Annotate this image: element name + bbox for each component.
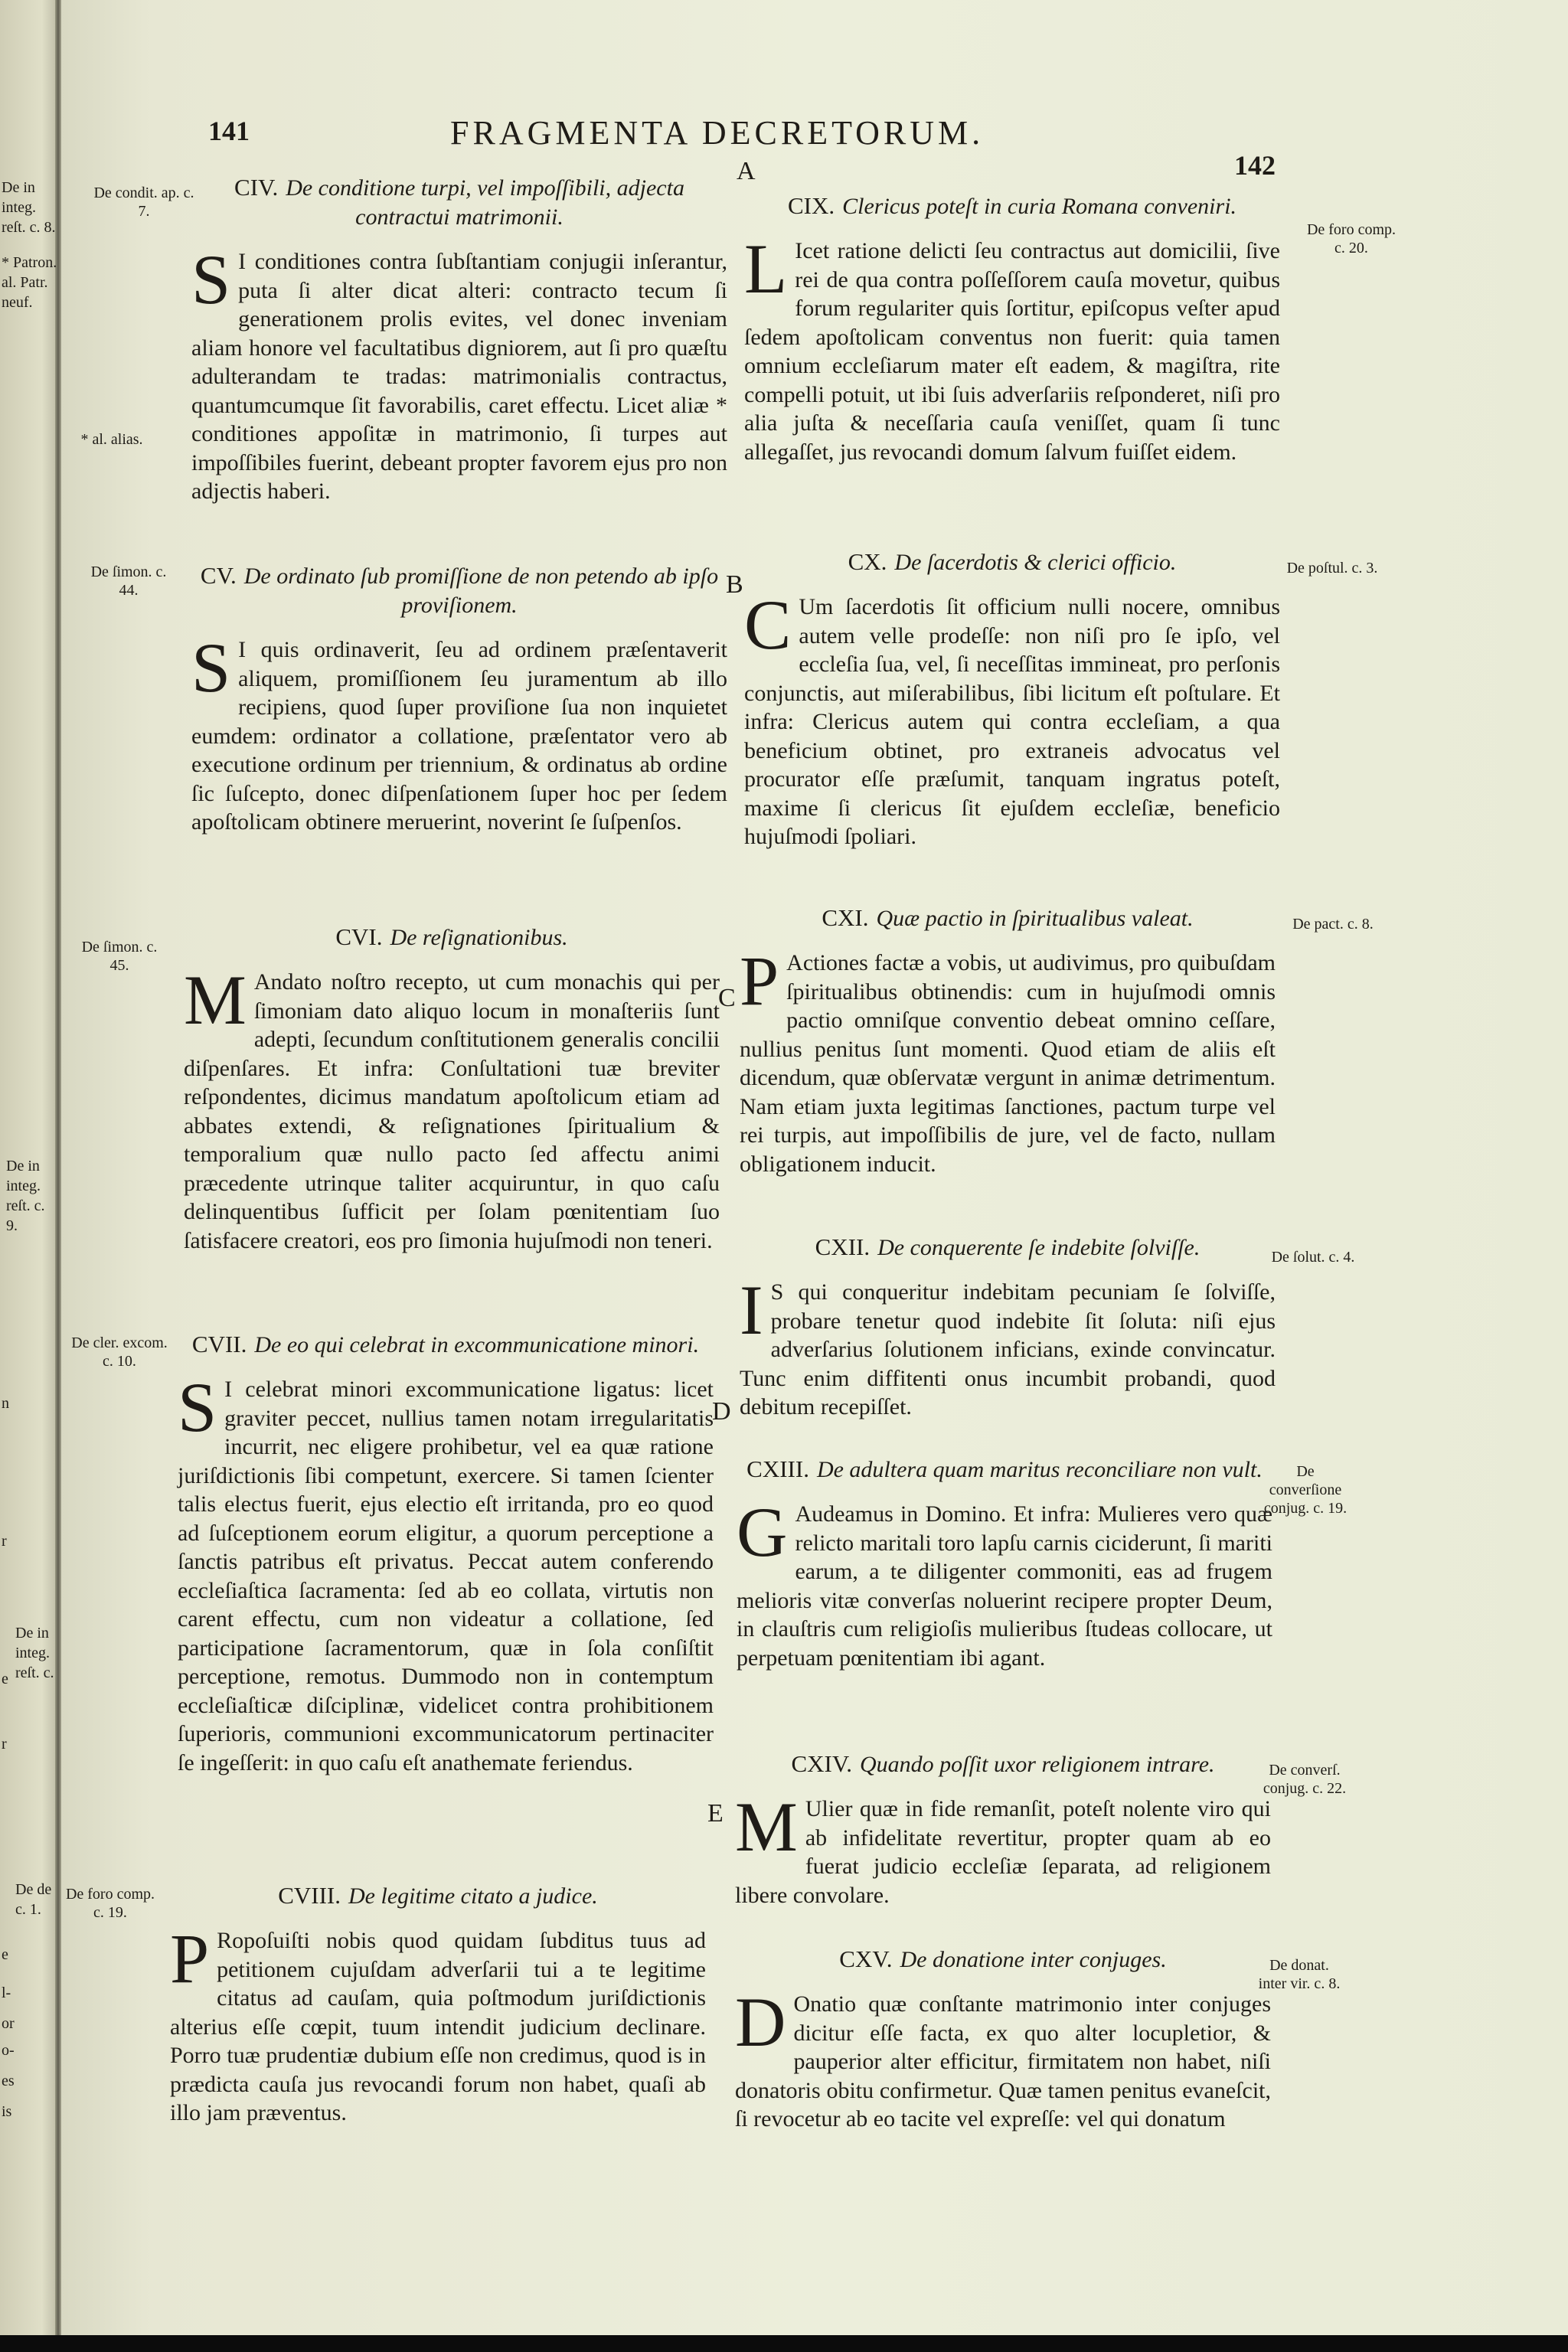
margin-note: De converſione conjug. c. 19. <box>1263 1463 1348 1517</box>
margin-note: De poſtul. c. 3. <box>1286 560 1378 577</box>
chapter-cxiv <box>735 1749 1271 1909</box>
chapter-heading: CIV. De conditione turpi, vel impoſſibili, adjecta contractui matrimonii. <box>234 174 684 230</box>
chapter-heading: CV. De ordinato ſub promiſſione de non petendo ab ipſo proviſionem. <box>200 562 719 618</box>
chapter-text: Um ſacerdotis ſit officium nulli nocere, omnibus autem velle prodeſſe: non niſi pro ſe ipſo, vel eccleſia ſua, vel, ſi neceſſitas immineat, pro perſonis conjunctis, aut miſerabilibus, ſibi licitum eſt poſtulare. Et infra: Clericus autem qui contra eccleſiam, a qua beneficium obtinet, pro extraneis advocatus vel procurator eſſe præſumit, tanquam ingratus poteſt, maxime ſi clericus ſit ejuſdem eccleſiæ, beneficio hujuſmodi ſpoliari. <box>744 594 1280 849</box>
edge-note: * Patron. al. Patr. neuf. <box>2 254 57 311</box>
edge-note: n <box>2 1395 9 1412</box>
margin-note: De ſimon. c. 45. <box>81 939 158 974</box>
chapter-cvii <box>178 1330 714 1777</box>
section-letter: A <box>737 157 756 185</box>
section-letter: C <box>718 984 736 1012</box>
chapter-text: Ulier quæ in fide remanſit, poteſt nolente viro qui ab infidelitate revertitur, propter quam ab eo fuerat judicio eccleſiæ ſeparata, ad religionem libere convolare. <box>735 1796 1271 1908</box>
chapter-cxiii <box>737 1455 1272 1672</box>
chapter-cxv <box>735 1945 1271 2134</box>
edge-note: o- <box>2 2042 15 2059</box>
chapter-cx <box>744 547 1280 851</box>
edge-note: is <box>2 2103 12 2120</box>
drop-cap: P <box>740 942 779 1020</box>
edge-note: es <box>2 2073 15 2089</box>
chapter-text: Audeamus in Domino. Et infra: Mulieres vero quæ relicto maritali toro lapſu carnis ciciderunt, ſi mariti earum, a te diligenter commoniti, eas ad frugem melioris vitæ converſas noluerint recipere propter Deum, in clauſtris cum religioſis mulieribus ſtudeas collocare, ut perpetuam pœnitentiam ibi agant. <box>737 1501 1272 1671</box>
chapter-cvi <box>184 923 720 1255</box>
chapter-text: Icet ratione delicti ſeu contractus aut domicilii, ſive rei de qua contra poſſeſſorem cauſa movetur, quibus forum regulariter quis ſortitur, epiſcopus veſter apud ſedem apoſtolicam conventus non fuerit: quia tamen omnium eccleſiarum mater eſt eadem, & magiſtra, rite compelli potuit, ut ibi ſuis adverſariis reſponderet, niſi pro alia juſta & neceſſaria cauſa veniſſet, quam ſi tunc allegaſſet, jus revocandi domum ſalvum fuiſſet eidem. <box>744 238 1280 465</box>
drop-cap: S <box>178 1368 217 1446</box>
chapter-heading: CVIII. De legitime citato a judice. <box>278 1882 598 1909</box>
running-title: FRAGMENTA DECRETORUM. <box>450 114 985 152</box>
chapter-text: I conditiones contra ſubſtantiam conjugii inſerantur, puta ſi alter dicat alteri: contracto tecum ſi generationem prolis evites, vel donec inveniam aliam honore vel facultatibus digniorem, aut ſi pro quæſtu adulterandam te tradas: matrimonialis contractus, quantumcumque ſit favorabilis, caret effectu. Licet aliæ * conditiones appoſitæ in matrimonio, ſi turpes aut impoſſibiles fuerint, debeant propter favorem ejus pro non adjectis haberi. <box>191 249 727 504</box>
drop-cap: P <box>170 1919 210 1998</box>
chapter-heading: CXIII. De adultera quam maritus reconciliare non vult. <box>746 1455 1263 1482</box>
chapter-heading: CXI. Quæ pactio in ſpiritualibus valeat. <box>822 904 1194 931</box>
chapter-cxi <box>740 903 1276 1178</box>
chapter-heading: CVII. De eo qui celebrat in excommunicatione minori. <box>191 1331 700 1357</box>
drop-cap: C <box>744 586 792 664</box>
chapter-cxii <box>740 1233 1276 1422</box>
edge-note: l- <box>2 1984 11 2001</box>
margin-note: De pact. c. 8. <box>1292 916 1374 933</box>
section-letter: E <box>707 1799 724 1828</box>
scan-border <box>0 2335 1568 2352</box>
chapter-text: I celebrat minori excommunicatione ligatus: licet graviter peccet, nullius tamen notam irregularitatis incurrit, nec eligere prohibetur, vel ea quæ ratione juriſdictionis ſibi competunt, exercere. Si tamen ſcienter talis electus fuerit, ejus electio eſt irritanda, pro eo quod ad ſuſceptionem eorum eligitur, a quorum perceptione a ſanctis patribus eſt privatus. Peccat autem conferendo eccleſiaſtica ſacramenta: ſed ab eo collata, virtutis non carent effectu, cum non videatur a collatione, ſed participatione ſacramentorum, quæ in ſola conſiſtit perceptione, remotus. Dummodo non in contemptum eccleſiaſticæ diſciplinæ, videlicet contra prohibitionem ſuperioris, communioni excommunicatorum pertinaciter ſe ingeſſerit: in quo caſu eſt anathemate feriendus. <box>178 1377 714 1775</box>
chapter-cix <box>744 191 1280 466</box>
drop-cap: D <box>735 1983 786 2061</box>
chapter-text: I quis ordinaverit, ſeu ad ordinem præſentaverit aliquem, promiſſionem ſeu juramentum ab illo recipiens, quod ſuper proviſione ſua non inquietet eumdem: ordinator a collatione, præſentator vero ab executione ordinum per triennium, & ordinatus ab ordine ſic ſuſcepto, donec diſpenſationem ſuper hoc per ſedem apoſtolicam obtinere meruerint, noverint ſe ſuſpenſos. <box>191 637 727 835</box>
drop-cap: S <box>191 240 231 318</box>
margin-note: De foro comp. c. 19. <box>65 1886 155 1921</box>
edge-note: De in integ. reſt. c. 9. <box>6 1158 45 1234</box>
edge-note: De in integ. reſt. c. <box>15 1625 54 1681</box>
drop-cap: I <box>740 1271 763 1349</box>
drop-cap: G <box>737 1493 788 1571</box>
chapter-text: Andato noſtro recepto, ut cum monachis qui per ſimoniam dato aliquo locum in monaſteriis ſunt adepti, ſecundum conſtitutionem generalis concilii diſpenſares. Et infra: Conſultationi tuæ breviter reſpondentes, dicimus mandatum apoſtolicum etiam ad abbates extendi, & reſignationes ſpiritualium & temporalium quæ nullo pacto ſed affectu animi præcedente utrinque taliter acquiruntur, in quo caſu delinquentibus ſufficit per ſolam pœnitentiam ſuo ſatisfacere creatori, eos pro ſimonia hujuſmodi non teneri. <box>184 969 720 1253</box>
margin-note: * al. alias. <box>80 431 143 448</box>
margin-note: De ſolut. c. 4. <box>1271 1249 1355 1266</box>
page-number-left: 141 <box>208 116 250 146</box>
edge-note: De in integ. reſt. c. 8. <box>2 179 56 236</box>
margin-note: De ſimon. c. 44. <box>90 564 167 599</box>
drop-cap: S <box>191 629 231 707</box>
chapter-heading: CVI. De reſignationibus. <box>335 923 568 950</box>
drop-cap: L <box>744 230 788 308</box>
margin-note: De donat. inter vir. c. 8. <box>1258 1957 1341 1992</box>
chapter-text: S qui conqueritur indebitam pecuniam ſe ſolviſſe, probare tenetur quod indebite ſit ſoluta: niſi ejus adverſarius ſolutionem inficians, exinde convincatur. Tunc enim diffitenti onus incumbit probandi, quod debitum recepiſſet. <box>740 1279 1276 1419</box>
margin-note: De converſ. conjug. c. 22. <box>1263 1762 1347 1797</box>
edge-note: or <box>2 2015 15 2032</box>
edge-note: r <box>2 1736 7 1753</box>
margin-note: De cler. excom. c. 10. <box>71 1334 168 1370</box>
chapter-cviii <box>170 1881 706 2128</box>
drop-cap: M <box>735 1788 798 1866</box>
chapter-civ <box>191 173 727 506</box>
chapter-text: Onatio quæ conſtante matrimonio inter conjuges dicitur eſſe facta, ex quo alter locupletior, & pauperior alter efficitur, firmitatem non habet, niſi donatoris obitu confirmetur. Quæ tamen penitus evaneſcit, ſi revocetur ab eo tacite vel expreſſe: vel qui donatum <box>735 1991 1271 2132</box>
section-letter: B <box>726 570 743 599</box>
chapter-text: Ropoſuiſti nobis quod quidam ſubditus tuus ad petitionem cujuſdam adverſarii tui a te legitime citatus ad cauſam, quia poſtmodum juriſdictionis alterius eſſe cœpit, tuum intendit judicium declinare. Porro tuæ prudentiæ dubium eſſe non credimus, quod is in prædicta cauſa jus revocandi forum non habet, quaſi ab illo jam præventus. <box>170 1928 706 2125</box>
margin-note: De condit. ap. c. 7. <box>93 185 194 220</box>
edge-note: r <box>2 1533 7 1550</box>
edge-note: e <box>2 1671 8 1687</box>
margin-note: De foro comp. c. 20. <box>1306 221 1396 256</box>
chapter-heading: CXII. De conquerente ſe indebite ſolviſſe. <box>815 1233 1200 1260</box>
edge-note: e <box>2 1946 8 1963</box>
chapter-heading: CXIV. Quando poſſit uxor religionem intrare. <box>791 1750 1215 1777</box>
chapter-cv <box>191 561 727 837</box>
section-letter: D <box>712 1397 731 1426</box>
chapter-text: Actiones factæ a vobis, ut audivimus, pro quibuſdam ſpiritualibus obtinendis: cum in hujuſmodi omnis pactio omniſque conventio debeat omnino ceſſare, nullius penitus ſunt momenti. Quod etiam de aliis eſt dicendum, quæ obſervatæ vergunt in animæ detrimentum. Nam etiam juxta legitimas ſanctiones, pactum turpe vel rei turpis, aut impoſſibilis de jure, vel de facto, nullam obligationem inducit. <box>740 950 1276 1177</box>
chapter-heading: CXV. De donatione inter conjuges. <box>839 1945 1167 1972</box>
drop-cap: M <box>184 961 247 1039</box>
chapter-heading: CX. De ſacerdotis & clerici officio. <box>848 548 1177 575</box>
edge-note: De de c. 1. <box>15 1881 52 1918</box>
chapter-heading: CIX. Clericus poteſt in curia Romana conveniri. <box>787 192 1237 219</box>
page-number-right: 142 <box>1234 150 1276 181</box>
